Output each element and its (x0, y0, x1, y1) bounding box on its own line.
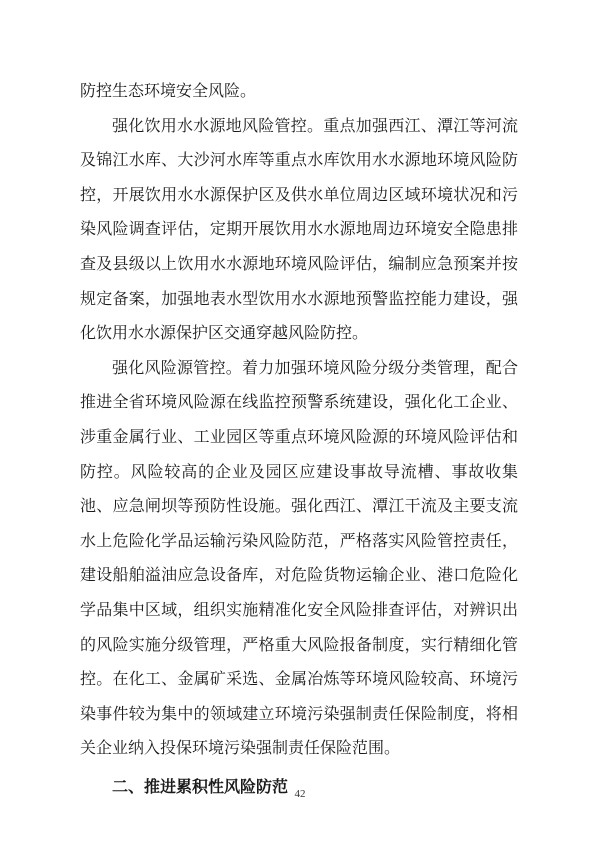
paragraph-continuation: 防控生态环境安全风险。 (80, 81, 257, 100)
page-number: 42 (294, 788, 306, 800)
section-heading: 二、推进累积性风险防范 (112, 776, 289, 796)
paragraph-risk-source-control: 强化风险源管控。着力加强环境风险分级分类管理，配合推进全省环境风险源在线监控预警系统建设，强化化工企业、涉重金属行业、工业园区等重点环境风险源的环境风险评估和防控。风险较高的企业及园区应建设事故导流槽、事故收集池、应急闸坝等预防性设施。强化西江、潭江干流及主要支流水上危险化学品运输污染风险防范，严格落实风险管控责任，建设船舶溢油应急设备库，对危险货物运输企业、港口危险化学品集中区域，组织实施精准化安全风险排查评估，对辨识出的风险实施分级管理，严格重大风险报备制度，实行精细化管控。在化工、金属矿采选、金属冶炼等环境风险较高、环境污染事件较为集中的领域建立环境污染强制责任保险制度，将相关企业纳入投保环境污染强制责任保险范围。 (80, 357, 518, 758)
paragraph-drinking-water-source: 强化饮用水水源地风险管控。重点加强西江、潭江等河流及锦江水库、大沙河水库等重点水库饮用水水源地环境风险防控，开展饮用水水源保护区及供水单位周边区域环境状况和污染风险调查评估，定期开展饮用水水源地周边环境安全隐患排查及县级以上饮用水水源地环境风险评估，编制应急预案并按规定备案，加强地表水型饮用水水源地预警监控能力建设，强化饮用水水源保护区交通穿越风险防控。 (80, 115, 518, 343)
document-body (80, 74, 518, 804)
